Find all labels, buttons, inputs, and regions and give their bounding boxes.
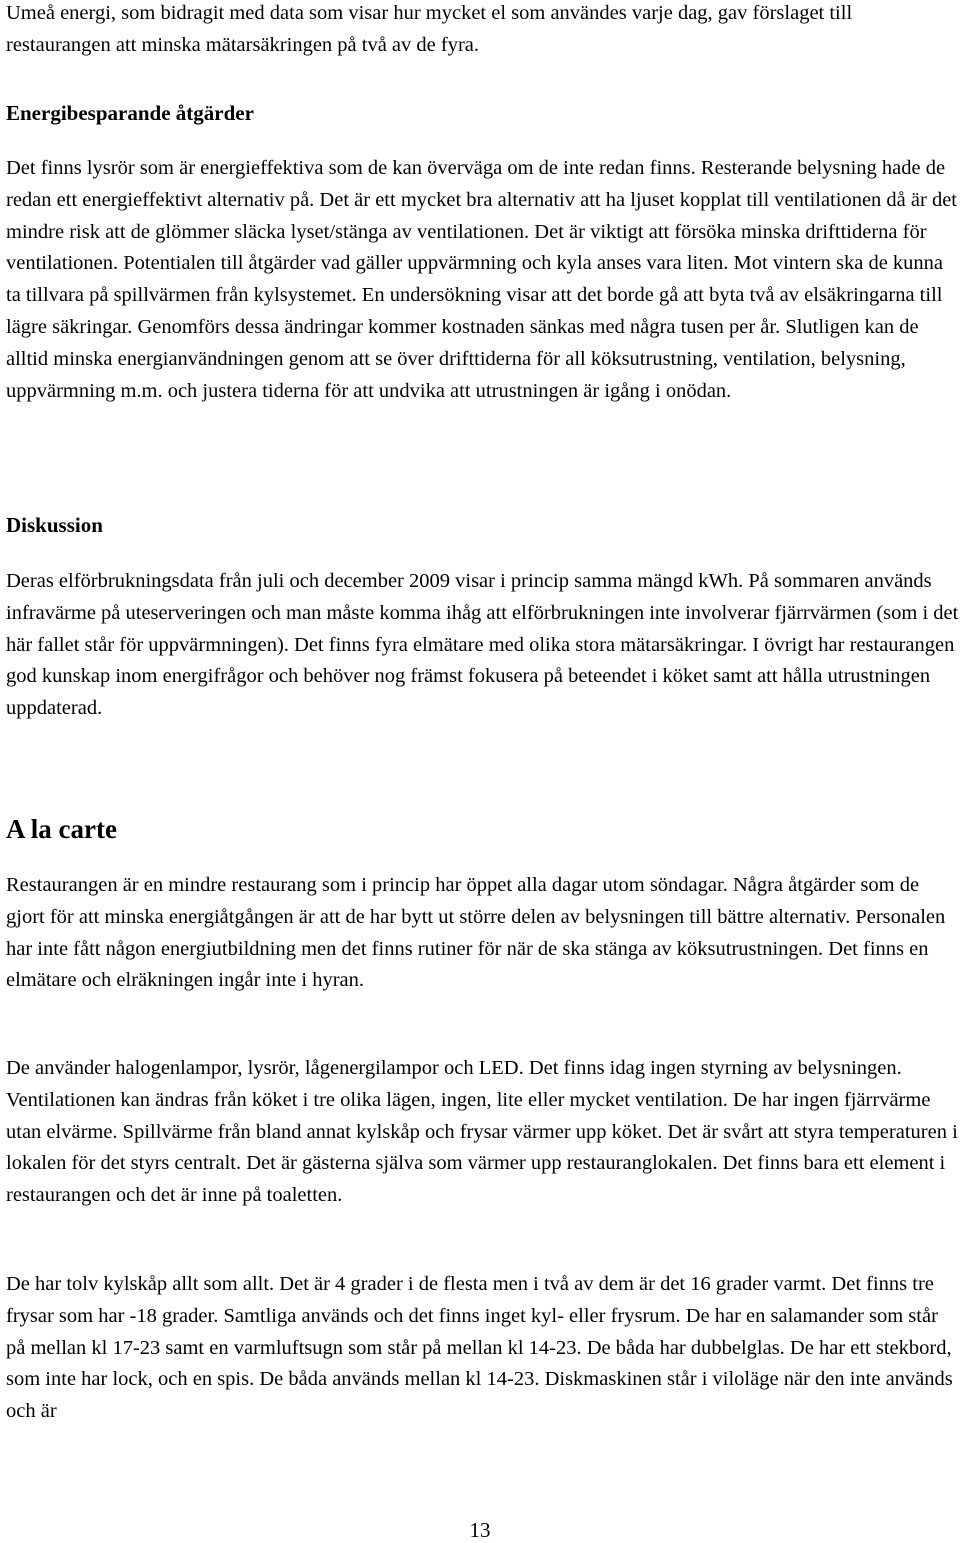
energy-heading: Energibesparande åtgärder	[6, 101, 254, 125]
a-la-carte-paragraph-1: Restaurangen är en mindre restaurang som i princip har öppet alla dagar utom söndagar. Några åtgärder som de gjort för att minska energiåtgången är att de har bytt ut större delen av belysningen till bättre alternativ. Personalen har inte fått någon energiutbildning men det finns rutiner för när de ska stänga av köksutrustningen. Det finns en elmätare och elräkningen ingår inte i hyran.	[6, 874, 946, 992]
a-la-carte-heading: A la carte	[6, 814, 117, 844]
a-la-carte-paragraph-2: De använder halogenlampor, lysrör, lågenergilampor och LED. Det finns idag ingen styrning av belysningen. Ventilationen kan ändras från köket i tre olika lägen, ingen, lite eller mycket ventilation. De har ingen fjärrvärme utan elvärme. Spillvärme från bland annat kylskåp och frysar värmer upp köket. Det är svårt att styra temperaturen i lokalen för det styrs centralt. Det är gästerna själva som värmer upp restauranglokalen. Det finns bara ett element i restaurangen och det är inne på toaletten.	[6, 1057, 958, 1207]
intro-paragraph: Umeå energi, som bidragit med data som visar hur mycket el som användes varje dag, gav förslaget till restaurangen att minska mätarsäkringen på två av de fyra.	[6, 2, 853, 56]
a-la-carte-paragraph-3: De har tolv kylskåp allt som allt. Det är 4 grader i de flesta men i två av dem är det 16 grader varmt. Det finns tre frysar som har -18 grader. Samtliga används och det finns inget kyl- eller frysrum. De har en salamander som står på mellan kl 17-23 samt en varmluftsugn som står på mellan kl 14-23. De båda har dubbelglas. De har ett stekbord, som inte har lock, och en spis. De båda används mellan kl 14-23. Diskmaskinen står i viloläge när den inte används och är	[6, 1273, 953, 1423]
energy-paragraph: Det finns lysrör som är energieffektiva som de kan överväga om de inte redan finns. Resterande belysning hade de redan ett energieffektivt alternativ på. Det är ett mycket bra alternativ att ha ljuset kopplat till ventilationen då är det mindre risk att de glömmer släcka lyset/stänga av ventilationen. Det är viktigt att försöka minska drifttiderna för ventilationen. Potentialen till åtgärder vad gäller uppvärmning och kyla anses vara liten. Mot vintern ska de kunna ta tillvara på spillvärmen från kylsystemet. En undersökning visar att det borde gå att byta två av elsäkringarna till lägre säkringar. Genomförs dessa ändringar kommer kostnaden sänkas med några tusen per år. Slutligen kan de alltid minska energianvändningen genom att se över drifttiderna för all köksutrustning, ventilation, belysning, uppvärmning m.m. och justera tiderna för att undvika att utrustningen är igång i onödan.	[6, 157, 957, 402]
discussion-heading: Diskussion	[6, 513, 103, 537]
page-number: 13	[469, 1518, 491, 1542]
discussion-paragraph: Deras elförbrukningsdata från juli och december 2009 visar i princip samma mängd kWh. På sommaren används infravärme på uteserveringen och man måste komma ihåg att elförbrukningen inte involverar fjärrvärmen (som i det här fallet står för uppvärmningen). Det finns fyra elmätare med olika stora mätarsäkringar. I övrigt har restaurangen god kunskap inom energifrågor och behöver nog främst fokusera på beteendet i köket samt att hålla utrustningen uppdaterad.	[6, 570, 959, 720]
